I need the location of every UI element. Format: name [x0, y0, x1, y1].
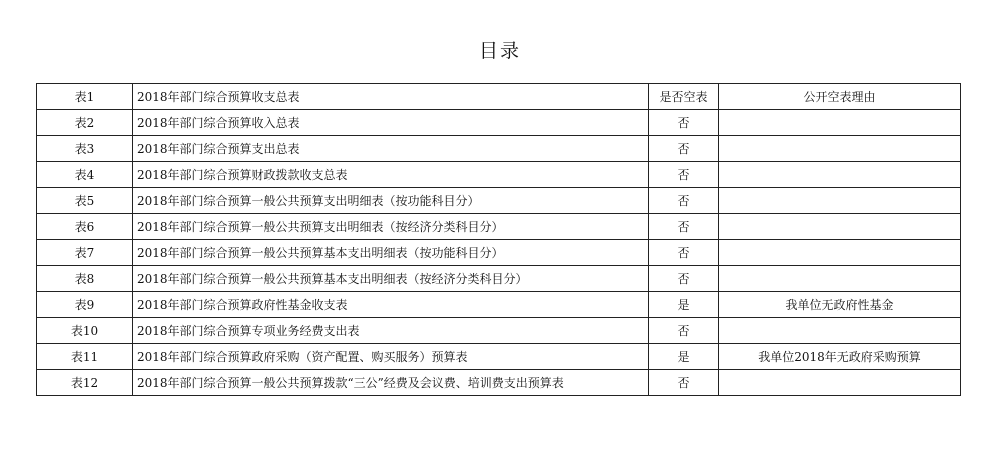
- table-id-cell: 表9: [37, 292, 133, 318]
- is-empty-cell: 否: [649, 318, 719, 344]
- empty-reason-cell: [719, 370, 961, 396]
- table-name-cell: 2018年部门综合预算专项业务经费支出表: [133, 318, 649, 344]
- table-row: [37, 188, 961, 214]
- empty-reason-cell: 我单位2018年无政府采购预算: [719, 344, 961, 370]
- table-name-cell: 2018年部门综合预算一般公共预算支出明细表（按经济分类科目分）: [133, 214, 649, 240]
- empty-reason-cell: 我单位无政府性基金: [719, 292, 961, 318]
- is-empty-cell: 否: [649, 136, 719, 162]
- table-name-cell: 2018年部门综合预算一般公共预算基本支出明细表（按经济分类科目分）: [133, 266, 649, 292]
- table-id-cell: 表2: [37, 110, 133, 136]
- empty-reason-cell: [719, 188, 961, 214]
- table-name-cell: 2018年部门综合预算收支总表: [133, 84, 649, 110]
- table-row: [37, 84, 961, 110]
- table-name-cell: 2018年部门综合预算收入总表: [133, 110, 649, 136]
- table-name-cell: 2018年部门综合预算政府性基金收支表: [133, 292, 649, 318]
- table-name-cell: 2018年部门综合预算政府采购（资产配置、购买服务）预算表: [133, 344, 649, 370]
- is-empty-cell: 是: [649, 292, 719, 318]
- empty-reason-cell: [719, 136, 961, 162]
- table-row: [37, 344, 961, 370]
- is-empty-cell: 否: [649, 240, 719, 266]
- empty-reason-cell: [719, 214, 961, 240]
- table-row: [37, 110, 961, 136]
- table-row: [37, 136, 961, 162]
- table-id-cell: 表11: [37, 344, 133, 370]
- table-id-cell: 表12: [37, 370, 133, 396]
- table-id-cell: 表6: [37, 214, 133, 240]
- is-empty-cell: 否: [649, 266, 719, 292]
- table-id-cell: 表3: [37, 136, 133, 162]
- table-id-cell: 表10: [37, 318, 133, 344]
- table-name-cell: 2018年部门综合预算支出总表: [133, 136, 649, 162]
- empty-reason-cell: [719, 318, 961, 344]
- table-id-cell: 表8: [37, 266, 133, 292]
- is-empty-cell: 否: [649, 188, 719, 214]
- table-id-cell: 表1: [37, 84, 133, 110]
- empty-reason-cell: [719, 110, 961, 136]
- table-row: [37, 370, 961, 396]
- table-name-cell: 2018年部门综合预算财政拨款收支总表: [133, 162, 649, 188]
- catalog-table: [36, 83, 961, 396]
- table-id-cell: 表4: [37, 162, 133, 188]
- table-row: [37, 162, 961, 188]
- empty-reason-cell: [719, 266, 961, 292]
- table-id-cell: 表5: [37, 188, 133, 214]
- is-empty-cell: 是: [649, 344, 719, 370]
- is-empty-cell: 否: [649, 162, 719, 188]
- table-row: [37, 292, 961, 318]
- table-row: [37, 214, 961, 240]
- table-name-cell: 2018年部门综合预算一般公共预算基本支出明细表（按功能科目分）: [133, 240, 649, 266]
- is-empty-cell: 是否空表: [649, 84, 719, 110]
- empty-reason-cell: [719, 162, 961, 188]
- table-row: [37, 318, 961, 344]
- catalog-table-body: [37, 84, 961, 396]
- table-row: [37, 266, 961, 292]
- empty-reason-cell: [719, 240, 961, 266]
- empty-reason-cell: 公开空表理由: [719, 84, 961, 110]
- is-empty-cell: 否: [649, 214, 719, 240]
- table-row: [37, 240, 961, 266]
- table-id-cell: 表7: [37, 240, 133, 266]
- table-name-cell: 2018年部门综合预算一般公共预算拨款“三公”经费及会议费、培训费支出预算表: [133, 370, 649, 396]
- is-empty-cell: 否: [649, 110, 719, 136]
- is-empty-cell: 否: [649, 370, 719, 396]
- page-title: 目录: [478, 40, 521, 62]
- table-name-cell: 2018年部门综合预算一般公共预算支出明细表（按功能科目分）: [133, 188, 649, 214]
